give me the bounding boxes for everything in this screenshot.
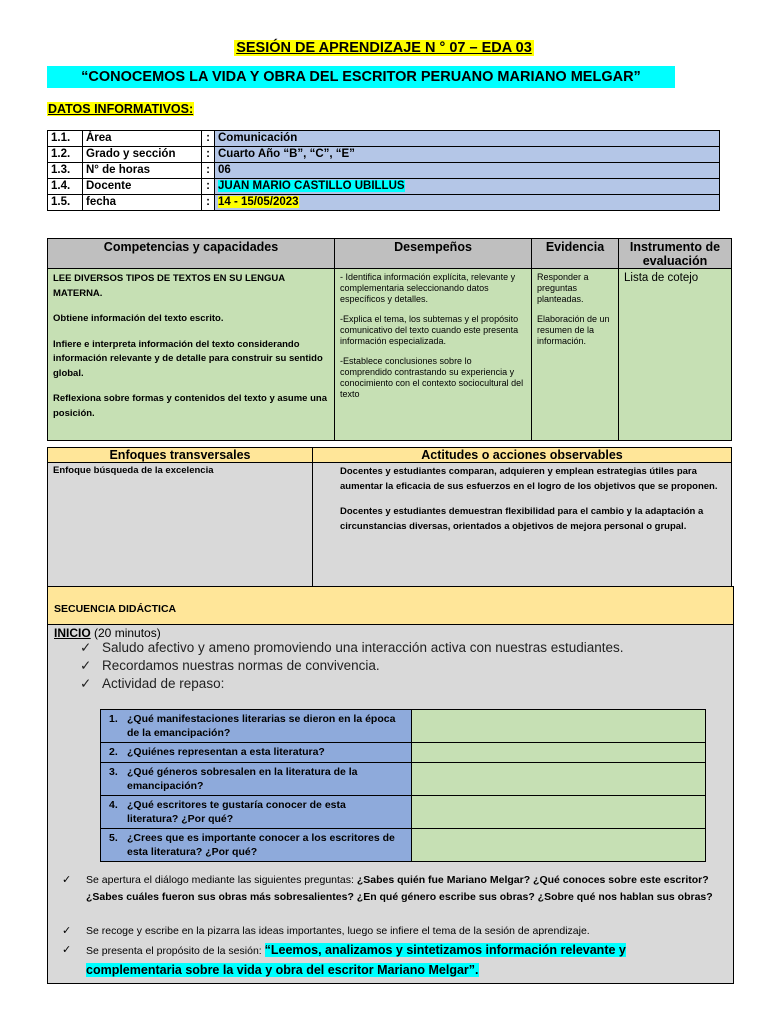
competencias-table bbox=[47, 238, 732, 441]
info-label: N° de horas bbox=[83, 163, 202, 179]
datos-informativos-heading: DATOS INFORMATIVOS: bbox=[48, 102, 194, 116]
check-text: Actividad de repaso: bbox=[102, 676, 225, 691]
inicio-label: INICIO (20 minutos) bbox=[54, 626, 161, 640]
check-icon: ✓ bbox=[80, 658, 92, 673]
secuencia-heading: SECUENCIA DIDÁCTICA bbox=[48, 587, 733, 625]
question-row bbox=[101, 710, 706, 743]
check-icon: ✓ bbox=[62, 925, 72, 937]
check-item bbox=[80, 640, 624, 656]
preguntas-text: ¿Sabes quién fue Mariano Melgar? ¿Qué conoces sobre este escritor? ¿Sabes cuáles fueron sus obras más sobresalientes? ¿En qué género escribe sus obras? ¿Sobre qué nos hablan sus obras? bbox=[86, 874, 713, 903]
question-cell: 1. ¿Qué manifestaciones literarias se dieron en la época de la emancipación? bbox=[101, 710, 412, 743]
check-text: Recordamos nuestras normas de convivencia. bbox=[102, 658, 380, 673]
info-value bbox=[215, 179, 720, 195]
info-sep: : bbox=[202, 179, 215, 195]
question-text: ¿Qué manifestaciones literarias se dieron en la época de la emancipación? bbox=[127, 713, 396, 739]
info-label: Área bbox=[83, 131, 202, 147]
question-row bbox=[101, 796, 706, 829]
check-text: Saludo afectivo y ameno promoviendo una interacción activa con nuestras estudiantes. bbox=[102, 640, 624, 655]
enfoque-cell: Enfoque búsqueda de la excelencia bbox=[48, 463, 313, 588]
question-cell: 3. ¿Qué géneros sobresalen en la literatura de la emancipación? bbox=[101, 763, 412, 796]
repaso-questions-table bbox=[100, 709, 706, 862]
info-row bbox=[48, 131, 720, 147]
info-label: Docente bbox=[83, 179, 202, 195]
info-sep: : bbox=[202, 147, 215, 163]
instrumento-cell: Lista de cotejo bbox=[619, 269, 732, 441]
session-title: SESIÓN DE APRENDIZAJE N ° 07 – EDA 03 bbox=[236, 40, 532, 56]
secuencia-box bbox=[47, 586, 734, 984]
info-sep: : bbox=[202, 163, 215, 179]
actitud-text: Docentes y estudiantes demuestran flexibilidad para el cambio y la adaptación a circunstancias diversas, orientados a objetivos de mejora personal o grupal. bbox=[340, 506, 704, 532]
docente-name: JUAN MARIO CASTILLO UBILLUS bbox=[218, 180, 405, 192]
actitudes-cell bbox=[313, 463, 732, 588]
check-icon: ✓ bbox=[62, 944, 72, 956]
competencia-text: LEE DIVERSOS TIPOS DE TEXTOS EN SU LENGUA MATERNA. bbox=[53, 273, 285, 299]
answer-cell bbox=[412, 796, 706, 829]
fecha-value: 14 - 15/05/2023 bbox=[218, 196, 299, 208]
header-evidencia: Evidencia bbox=[532, 239, 619, 269]
competencia-text: Infiere e interpreta información del texto considerando información relevante y de detalle para construir su sentido global. bbox=[53, 338, 323, 379]
check-icon: ✓ bbox=[80, 640, 92, 655]
bullet-item: ✓ Se apertura el diálogo mediante las siguientes preguntas: ¿Sabes quién fue Mariano Melgar? ¿Qué conoces sobre este escritor? ¿Sabes cuáles fueron sus obras más sobresalientes? ¿En qué género escribe sus obras? ¿Sobre qué nos hablan sus obras? bbox=[62, 872, 722, 906]
answer-cell bbox=[412, 743, 706, 763]
desempenos-cell bbox=[335, 269, 532, 441]
inicio-time: (20 minutos) bbox=[94, 626, 161, 640]
info-sep: : bbox=[202, 131, 215, 147]
question-text: ¿Crees que es importante conocer a los escritores de esta literatura? ¿Por qué? bbox=[127, 832, 395, 858]
bullet-item: ✓ Se presenta el propósito de la sesión: “Leemos, analizamos y sintetizamos información relevante y complementaria sobre la vida y obra del escritor Mariano Melgar”. bbox=[62, 941, 722, 981]
info-num: 1.4. bbox=[48, 179, 83, 195]
header-instrumento: Instrumento de evaluación bbox=[619, 239, 732, 269]
proposito-text: “Leemos, analizamos y sintetizamos información relevante y complementaria sobre la vida y obra del escritor Mariano Melgar”. bbox=[86, 943, 626, 977]
info-row bbox=[48, 163, 720, 179]
evidencia-cell bbox=[532, 269, 619, 441]
question-cell: 2. ¿Quiénes representan a esta literatura? bbox=[101, 743, 412, 763]
header-actitudes: Actitudes o acciones observables bbox=[313, 448, 732, 463]
info-row bbox=[48, 147, 720, 163]
question-text: ¿Quiénes representan a esta literatura? bbox=[127, 746, 325, 758]
competencias-cell bbox=[48, 269, 335, 441]
session-subtitle: “CONOCEMOS LA VIDA Y OBRA DEL ESCRITOR PERUANO MARIANO MELGAR” bbox=[47, 66, 675, 88]
desempeno-text: - Identifica información explícita, relevante y complementaria seleccionando datos específicos y detalles. bbox=[340, 272, 516, 304]
info-value bbox=[215, 195, 720, 211]
answer-cell bbox=[412, 710, 706, 743]
question-text: ¿Qué escritores te gustaría conocer de esta literatura? ¿Por qué? bbox=[127, 799, 346, 825]
bullet-item bbox=[62, 923, 722, 940]
bullet-icon bbox=[318, 505, 340, 534]
check-item bbox=[80, 658, 380, 674]
competencia-text: Reflexiona sobre formas y contenidos del texto y asume una posición. bbox=[53, 393, 327, 419]
check-icon: ✓ bbox=[62, 874, 72, 886]
check-item bbox=[80, 676, 224, 692]
enfoques-table bbox=[47, 447, 732, 588]
info-label: fecha bbox=[83, 195, 202, 211]
evidencia-text: Responder a preguntas planteadas. bbox=[537, 272, 589, 304]
evidencia-text: Elaboración de un resumen de la información. bbox=[537, 314, 610, 346]
question-cell: 4. ¿Qué escritores te gustaría conocer de esta literatura? ¿Por qué? bbox=[101, 796, 412, 829]
info-value: 06 bbox=[215, 163, 720, 179]
info-value: Cuarto Año “B”, “C”, “E” bbox=[215, 147, 720, 163]
question-row bbox=[101, 763, 706, 796]
info-label: Grado y sección bbox=[83, 147, 202, 163]
question-text: ¿Qué géneros sobresalen en la literatura de la emancipación? bbox=[127, 766, 358, 792]
info-num: 1.1. bbox=[48, 131, 83, 147]
info-num: 1.2. bbox=[48, 147, 83, 163]
info-num: 1.5. bbox=[48, 195, 83, 211]
check-icon: ✓ bbox=[80, 676, 92, 691]
question-row bbox=[101, 829, 706, 862]
header-competencias: Competencias y capacidades bbox=[48, 239, 335, 269]
bullet-icon bbox=[318, 465, 340, 494]
actitud-item bbox=[318, 505, 726, 534]
info-sep: : bbox=[202, 195, 215, 211]
desempeno-text: -Explica el tema, los subtemas y el propósito comunicativo del texto cuando este presenta información especializada. bbox=[340, 314, 519, 346]
actitud-text: Docentes y estudiantes comparan, adquieren y emplean estrategias útiles para aumentar la eficacia de sus esfuerzos en el logro de los objetivos que se proponen. bbox=[340, 466, 718, 492]
answer-cell bbox=[412, 763, 706, 796]
question-cell: 5. ¿Crees que es importante conocer a los escritores de esta literatura? ¿Por qué? bbox=[101, 829, 412, 862]
header-desempenos: Desempeños bbox=[335, 239, 532, 269]
actitud-item bbox=[318, 465, 726, 494]
competencia-text: Obtiene información del texto escrito. bbox=[53, 313, 224, 324]
answer-cell bbox=[412, 829, 706, 862]
desempeno-text: -Establece conclusiones sobre lo comprendido contrastando su experiencia y conocimiento con el contexto sociocultural del texto bbox=[340, 356, 524, 399]
bullet-text: Se recoge y escribe en la pizarra las ideas importantes, luego se infiere el tema de la sesión de aprendizaje. bbox=[86, 925, 590, 937]
info-num: 1.3. bbox=[48, 163, 83, 179]
question-row bbox=[101, 743, 706, 763]
header-enfoques: Enfoques transversales bbox=[48, 448, 313, 463]
info-table bbox=[47, 130, 720, 211]
info-row bbox=[48, 179, 720, 195]
info-row bbox=[48, 195, 720, 211]
info-value: Comunicación bbox=[215, 131, 720, 147]
